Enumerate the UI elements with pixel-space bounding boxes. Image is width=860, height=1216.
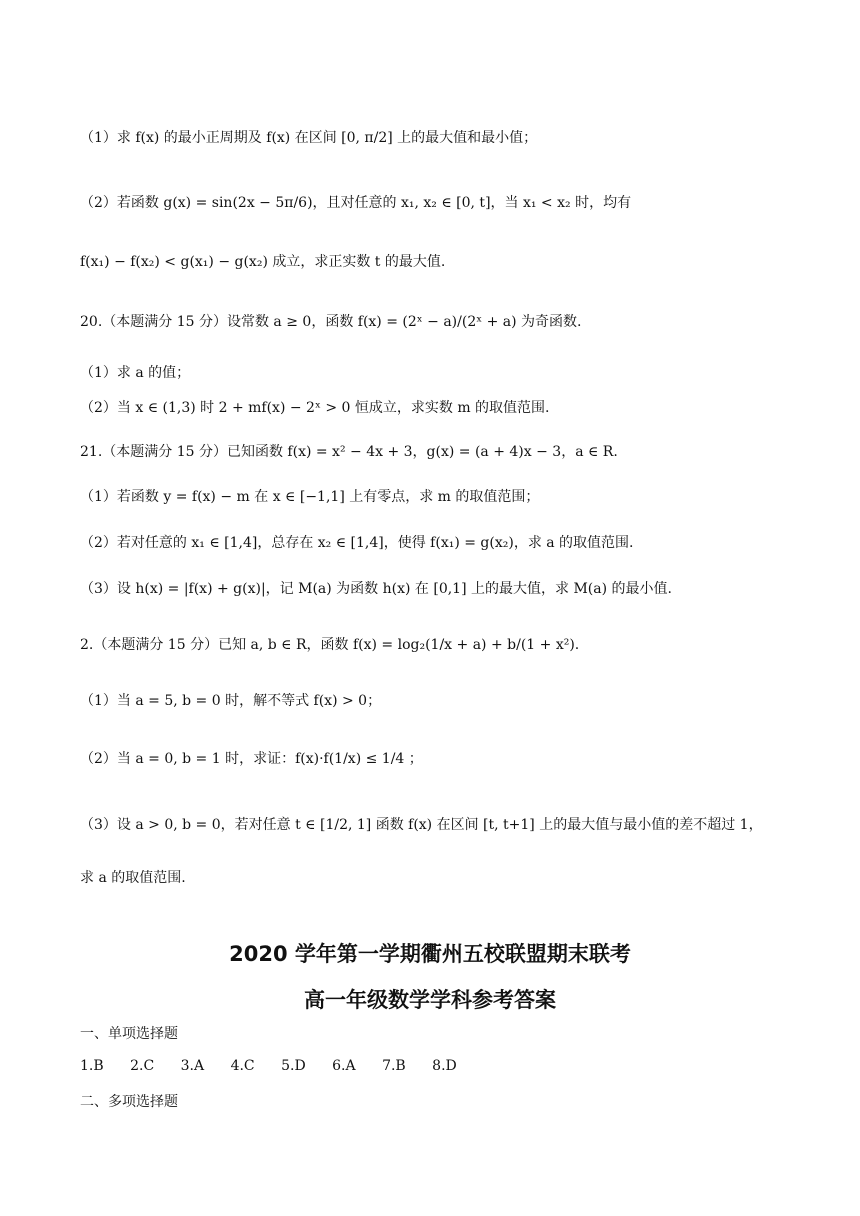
answer-item: 4.C (230, 1058, 255, 1074)
q20-part1: （1）求 a 的值； (80, 365, 191, 381)
answer-item: 2.C (130, 1058, 155, 1074)
answer-item: 5.D (281, 1058, 306, 1074)
answer-item: 3.A (180, 1058, 205, 1074)
answer-item: 8.D (432, 1058, 457, 1074)
q19-part2: （2）若函数 g(x) = sin(2x − 5π/6)，且对任意的 x₁, x₂ ∈ [0, t]，当 x₁ < x₂ 时，均有 (80, 195, 632, 211)
answer-item: 7.B (382, 1058, 406, 1074)
answer-title: 2020 学年第一学期衢州五校联盟期末联考 (229, 942, 631, 966)
q2-part3: （3）设 a > 0, b = 0，若对任意 t ∈ [1/2, 1] 函数 f(x) 在区间 [t, t+1] 上的最大值与最小值的差不超过 1， (80, 817, 763, 833)
q2-stem: 2.（本题满分 15 分）已知 a, b ∈ R，函数 f(x) = log₂(1/x + a) + b/(1 + x²). (80, 637, 580, 653)
q2-part3-cont: 求 a 的取值范围. (80, 870, 186, 886)
q21-part2: （2）若对任意的 x₁ ∈ [1,4]，总存在 x₂ ∈ [1,4]，使得 f(x₁) = g(x₂)，求 a 的取值范围. (80, 535, 634, 551)
q19-part2-cont: f(x₁) − f(x₂) < g(x₁) − g(x₂) 成立，求正实数 t 的最大值. (80, 254, 446, 270)
q19-part1: （1）求 f(x) 的最小正周期及 f(x) 在区间 [0, π/2] 上的最大值和最小值； (80, 130, 538, 146)
q21-part1: （1）若函数 y = f(x) − m 在 x ∈ [−1,1] 上有零点，求 m 的取值范围； (80, 489, 540, 505)
answer-subtitle: 高一年级数学学科参考答案 (304, 988, 556, 1012)
section-multiple-choice: 二、多项选择题 (80, 1094, 178, 1110)
q21-stem: 21.（本题满分 15 分）已知函数 f(x) = x² − 4x + 3，g(x) = (a + 4)x − 3，a ∈ R. (80, 444, 618, 460)
answer-item: 6.A (332, 1058, 356, 1074)
q2-part1: （1）当 a = 5, b = 0 时，解不等式 f(x) > 0； (80, 693, 382, 709)
q2-part2: （2）当 a = 0, b = 1 时，求证：f(x)·f(1/x) ≤ 1/4 ； (80, 751, 423, 767)
q21-part3: （3）设 h(x) = |f(x) + g(x)|，记 M(a) 为函数 h(x) 在 [0,1] 上的最大值，求 M(a) 的最小值. (80, 581, 672, 597)
answers-row (80, 1058, 479, 1074)
section-single-choice: 一、单项选择题 (80, 1026, 178, 1042)
q20-stem: 20.（本题满分 15 分）设常数 a ≥ 0，函数 f(x) = (2ˣ − a)/(2ˣ + a) 为奇函数. (80, 314, 582, 330)
answer-item: 1.B (80, 1058, 104, 1074)
q20-part2: （2）当 x ∈ (1,3) 时 2 + mf(x) − 2ˣ > 0 恒成立，求实数 m 的取值范围. (80, 400, 550, 416)
